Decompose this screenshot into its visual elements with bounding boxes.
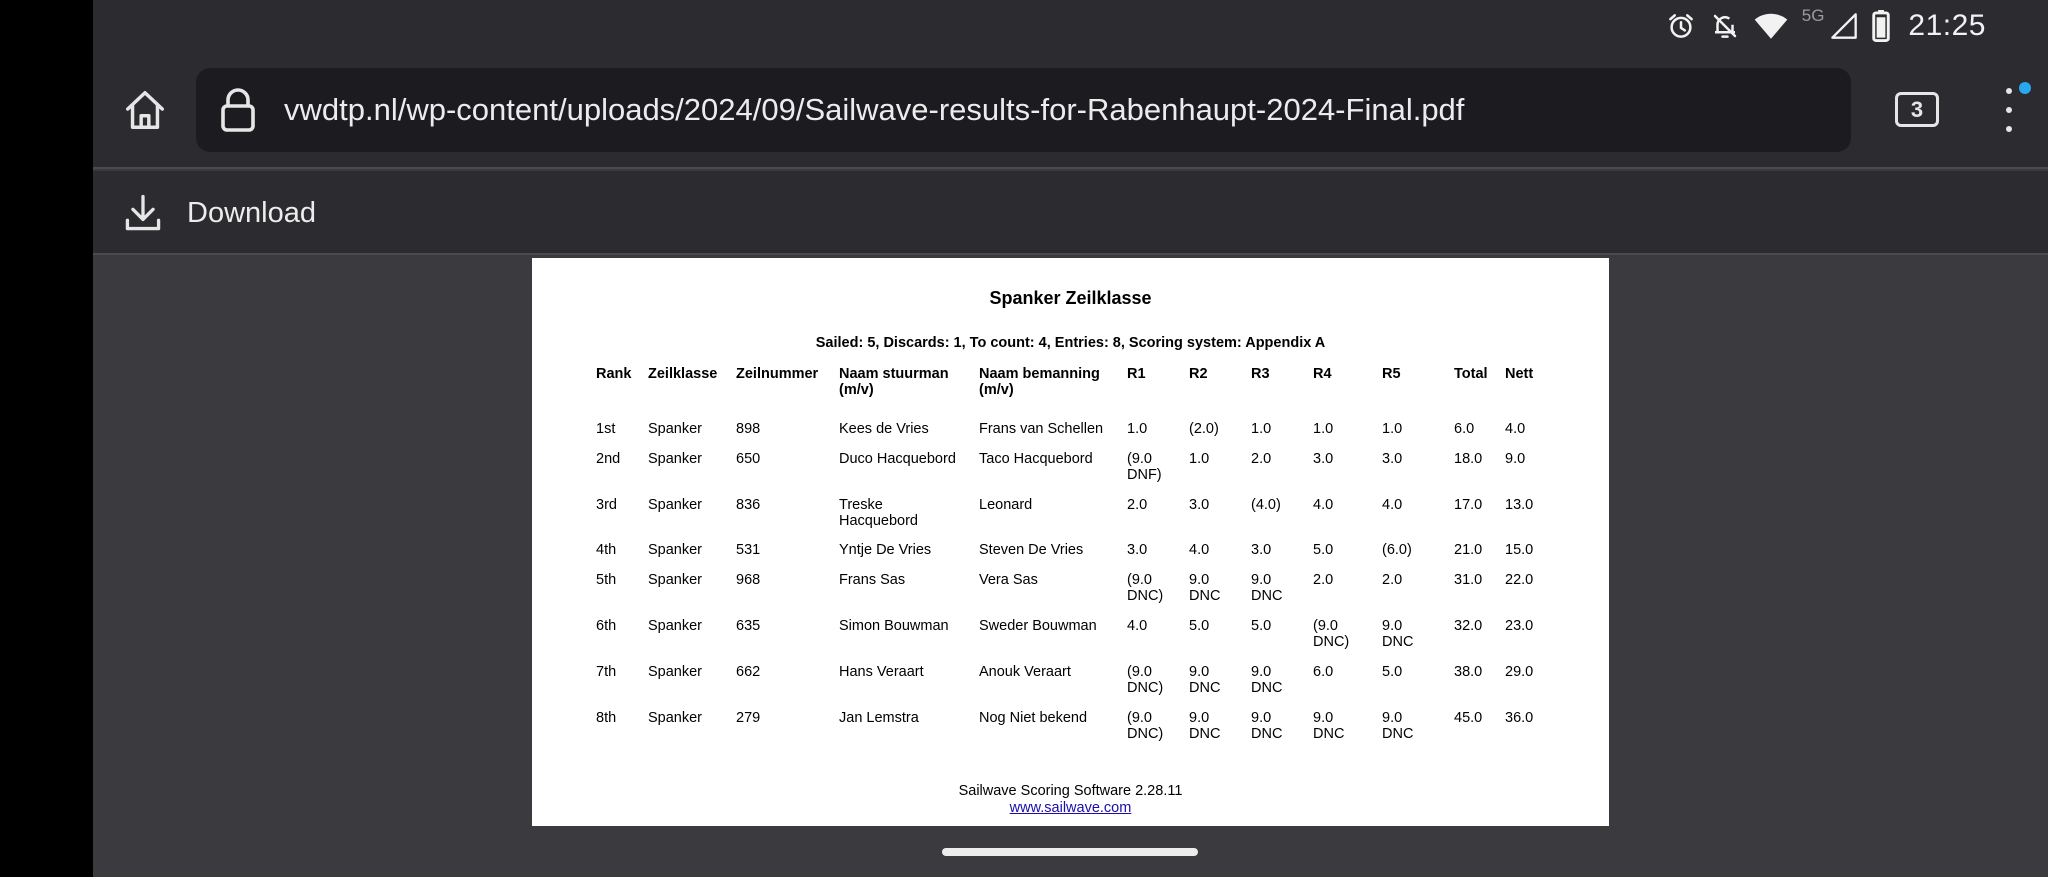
menu-dot <box>2006 107 2012 113</box>
table-cell: Spanker <box>648 664 703 680</box>
lock-icon[interactable] <box>218 88 258 132</box>
table-cell: 9.0 <box>1505 451 1526 467</box>
table-cell: 836 <box>736 497 761 513</box>
update-notification-dot <box>2019 82 2031 94</box>
column-header: Rank <box>596 366 632 382</box>
table-cell: 3.0 <box>1127 542 1148 558</box>
table-cell: Anouk Veraart <box>979 664 1071 680</box>
table-cell: 2nd <box>596 451 621 467</box>
table-cell: 5.0 <box>1189 618 1210 634</box>
column-header: Naam bemanning (m/v) <box>979 366 1100 398</box>
url-text[interactable]: vwdtp.nl/wp-content/uploads/2024/09/Sailwave-results-for-Rabenhaupt-2024-Final.pdf <box>284 92 1465 127</box>
table-cell: 5.0 <box>1251 618 1272 634</box>
column-header: Total <box>1454 366 1488 382</box>
table-cell: 32.0 <box>1454 618 1483 634</box>
column-header: R4 <box>1313 366 1332 382</box>
table-cell: (6.0) <box>1382 542 1412 558</box>
table-cell: (9.0 DNC) <box>1127 664 1164 696</box>
table-cell: Treske Hacquebord <box>839 497 918 529</box>
signal-icon <box>1830 12 1858 40</box>
table-cell: 898 <box>736 421 761 437</box>
table-cell: Kees de Vries <box>839 421 929 437</box>
column-header: R3 <box>1251 366 1270 382</box>
table-cell: 9.0 DNC <box>1313 710 1345 742</box>
status-icons <box>1666 6 1986 46</box>
table-cell: Hans Veraart <box>839 664 924 680</box>
document-title: Spanker Zeilklasse <box>989 288 1152 308</box>
table-cell: (9.0 DNC) <box>1313 618 1350 650</box>
table-cell: Leonard <box>979 497 1033 513</box>
table-cell: Taco Hacquebord <box>979 451 1093 467</box>
table-cell: 968 <box>736 572 761 588</box>
download-label[interactable]: Download <box>187 197 316 229</box>
table-cell: Spanker <box>648 451 703 467</box>
table-cell: 635 <box>736 618 761 634</box>
table-cell: Spanker <box>648 421 703 437</box>
table-cell: Nog Niet bekend <box>979 710 1088 726</box>
table-cell: 1.0 <box>1382 421 1403 437</box>
column-header: Naam stuurman (m/v) <box>839 366 949 398</box>
table-cell: 9.0 DNC <box>1189 710 1221 742</box>
table-cell: 2.0 <box>1251 451 1272 467</box>
table-cell: 18.0 <box>1454 451 1483 467</box>
table-cell: Jan Lemstra <box>839 710 919 726</box>
table-cell: 6th <box>596 618 617 634</box>
network-type-label: 5G <box>1801 6 1825 25</box>
document-summary: Sailed: 5, Discards: 1, To count: 4, Entries: 8, Scoring system: Appendix A <box>815 335 1326 351</box>
table-cell: 9.0 DNC <box>1189 572 1221 604</box>
column-header: Nett <box>1505 366 1534 382</box>
table-cell: 2.0 <box>1382 572 1403 588</box>
table-cell: 8th <box>596 710 617 726</box>
table-cell: 9.0 DNC <box>1251 710 1283 742</box>
table-cell: 4.0 <box>1127 618 1148 634</box>
browser-app <box>93 0 2048 877</box>
table-cell: 1.0 <box>1189 451 1210 467</box>
table-cell: 7th <box>596 664 617 680</box>
table-cell: 3.0 <box>1382 451 1403 467</box>
footer-link[interactable]: www.sailwave.com <box>1009 800 1132 816</box>
menu-dot <box>2006 88 2012 94</box>
table-cell: Vera Sas <box>979 572 1038 588</box>
table-cell: 9.0 DNC <box>1382 710 1414 742</box>
table-cell: 6.0 <box>1313 664 1334 680</box>
table-cell: 1st <box>596 421 616 437</box>
table-cell: Frans Sas <box>839 572 906 588</box>
table-cell: 4.0 <box>1505 421 1526 437</box>
table-cell: 17.0 <box>1454 497 1483 513</box>
table-cell: Duco Hacquebord <box>839 451 956 467</box>
table-cell: Spanker <box>648 710 703 726</box>
table-cell: 15.0 <box>1505 542 1534 558</box>
results-table <box>532 258 1609 826</box>
column-header: R5 <box>1382 366 1401 382</box>
table-cell: 9.0 DNC <box>1189 664 1221 696</box>
notifications-off-icon <box>1710 11 1740 41</box>
table-cell: 38.0 <box>1454 664 1483 680</box>
table-cell: 5th <box>596 572 617 588</box>
table-cell: 13.0 <box>1505 497 1534 513</box>
table-cell: (9.0 DNF) <box>1127 451 1162 483</box>
table-cell: 5.0 <box>1382 664 1403 680</box>
table-cell: 31.0 <box>1454 572 1483 588</box>
table-cell: 9.0 DNC <box>1382 618 1414 650</box>
table-cell: 3.0 <box>1313 451 1334 467</box>
alarm-icon <box>1666 11 1696 41</box>
status-clock: 21:25 <box>1908 9 1986 42</box>
table-cell: 1.0 <box>1127 421 1148 437</box>
table-cell: Yntje De Vries <box>839 542 932 558</box>
home-button[interactable] <box>119 84 171 136</box>
table-cell: Frans van Schellen <box>979 421 1104 437</box>
table-cell: 9.0 DNC <box>1251 572 1283 604</box>
table-cell: 650 <box>736 451 761 467</box>
table-cell: Simon Bouwman <box>839 618 949 634</box>
table-cell: 23.0 <box>1505 618 1534 634</box>
download-icon[interactable] <box>121 191 165 235</box>
table-cell: 22.0 <box>1505 572 1534 588</box>
table-cell: Steven De Vries <box>979 542 1084 558</box>
column-header: R2 <box>1189 366 1208 382</box>
table-cell: 9.0 DNC <box>1251 664 1283 696</box>
table-cell: 3rd <box>596 497 617 513</box>
table-cell: 4.0 <box>1382 497 1403 513</box>
home-icon <box>122 87 168 133</box>
table-cell: Sweder Bouwman <box>979 618 1097 634</box>
table-cell: 29.0 <box>1505 664 1534 680</box>
table-cell: 36.0 <box>1505 710 1534 726</box>
table-cell: Spanker <box>648 542 703 558</box>
table-cell: 2.0 <box>1313 572 1334 588</box>
table-cell: 45.0 <box>1454 710 1483 726</box>
menu-dot <box>2006 126 2012 132</box>
browser-toolbar <box>93 52 2048 169</box>
pdf-page <box>532 258 1609 826</box>
table-cell: 3.0 <box>1251 542 1272 558</box>
column-header: R1 <box>1127 366 1146 382</box>
tab-count: 3 <box>1910 97 1924 122</box>
status-bar <box>93 0 2048 52</box>
table-cell: 662 <box>736 664 761 680</box>
table-cell: 4.0 <box>1189 542 1210 558</box>
column-header: Zeilnummer <box>736 366 819 382</box>
battery-icon <box>1872 10 1890 42</box>
left-edge-strip <box>0 0 93 877</box>
table-cell: (4.0) <box>1251 497 1281 513</box>
tabs-button[interactable] <box>1895 92 1939 127</box>
table-cell: (9.0 DNC) <box>1127 572 1164 604</box>
table-cell: 3.0 <box>1189 497 1210 513</box>
wifi-icon <box>1754 11 1788 41</box>
table-cell: 1.0 <box>1251 421 1272 437</box>
table-cell: Spanker <box>648 618 703 634</box>
table-cell: 531 <box>736 542 761 558</box>
gesture-nav-bar[interactable] <box>942 848 1198 856</box>
table-cell: 1.0 <box>1313 421 1334 437</box>
table-cell: Spanker <box>648 497 703 513</box>
more-vert-icon[interactable] <box>1999 88 2019 134</box>
footer-software: Sailwave Scoring Software 2.28.11 <box>958 783 1183 799</box>
table-cell: 4.0 <box>1313 497 1334 513</box>
table-cell: 5.0 <box>1313 542 1334 558</box>
table-cell: 2.0 <box>1127 497 1148 513</box>
table-cell: 279 <box>736 710 761 726</box>
table-cell: (2.0) <box>1189 421 1219 437</box>
table-cell: 21.0 <box>1454 542 1483 558</box>
table-cell: 6.0 <box>1454 421 1475 437</box>
address-bar[interactable] <box>196 68 1851 152</box>
download-bar[interactable] <box>93 171 2048 255</box>
table-cell: Spanker <box>648 572 703 588</box>
table-cell: 4th <box>596 542 617 558</box>
table-cell: (9.0 DNC) <box>1127 710 1164 742</box>
column-header: Zeilklasse <box>648 366 718 382</box>
